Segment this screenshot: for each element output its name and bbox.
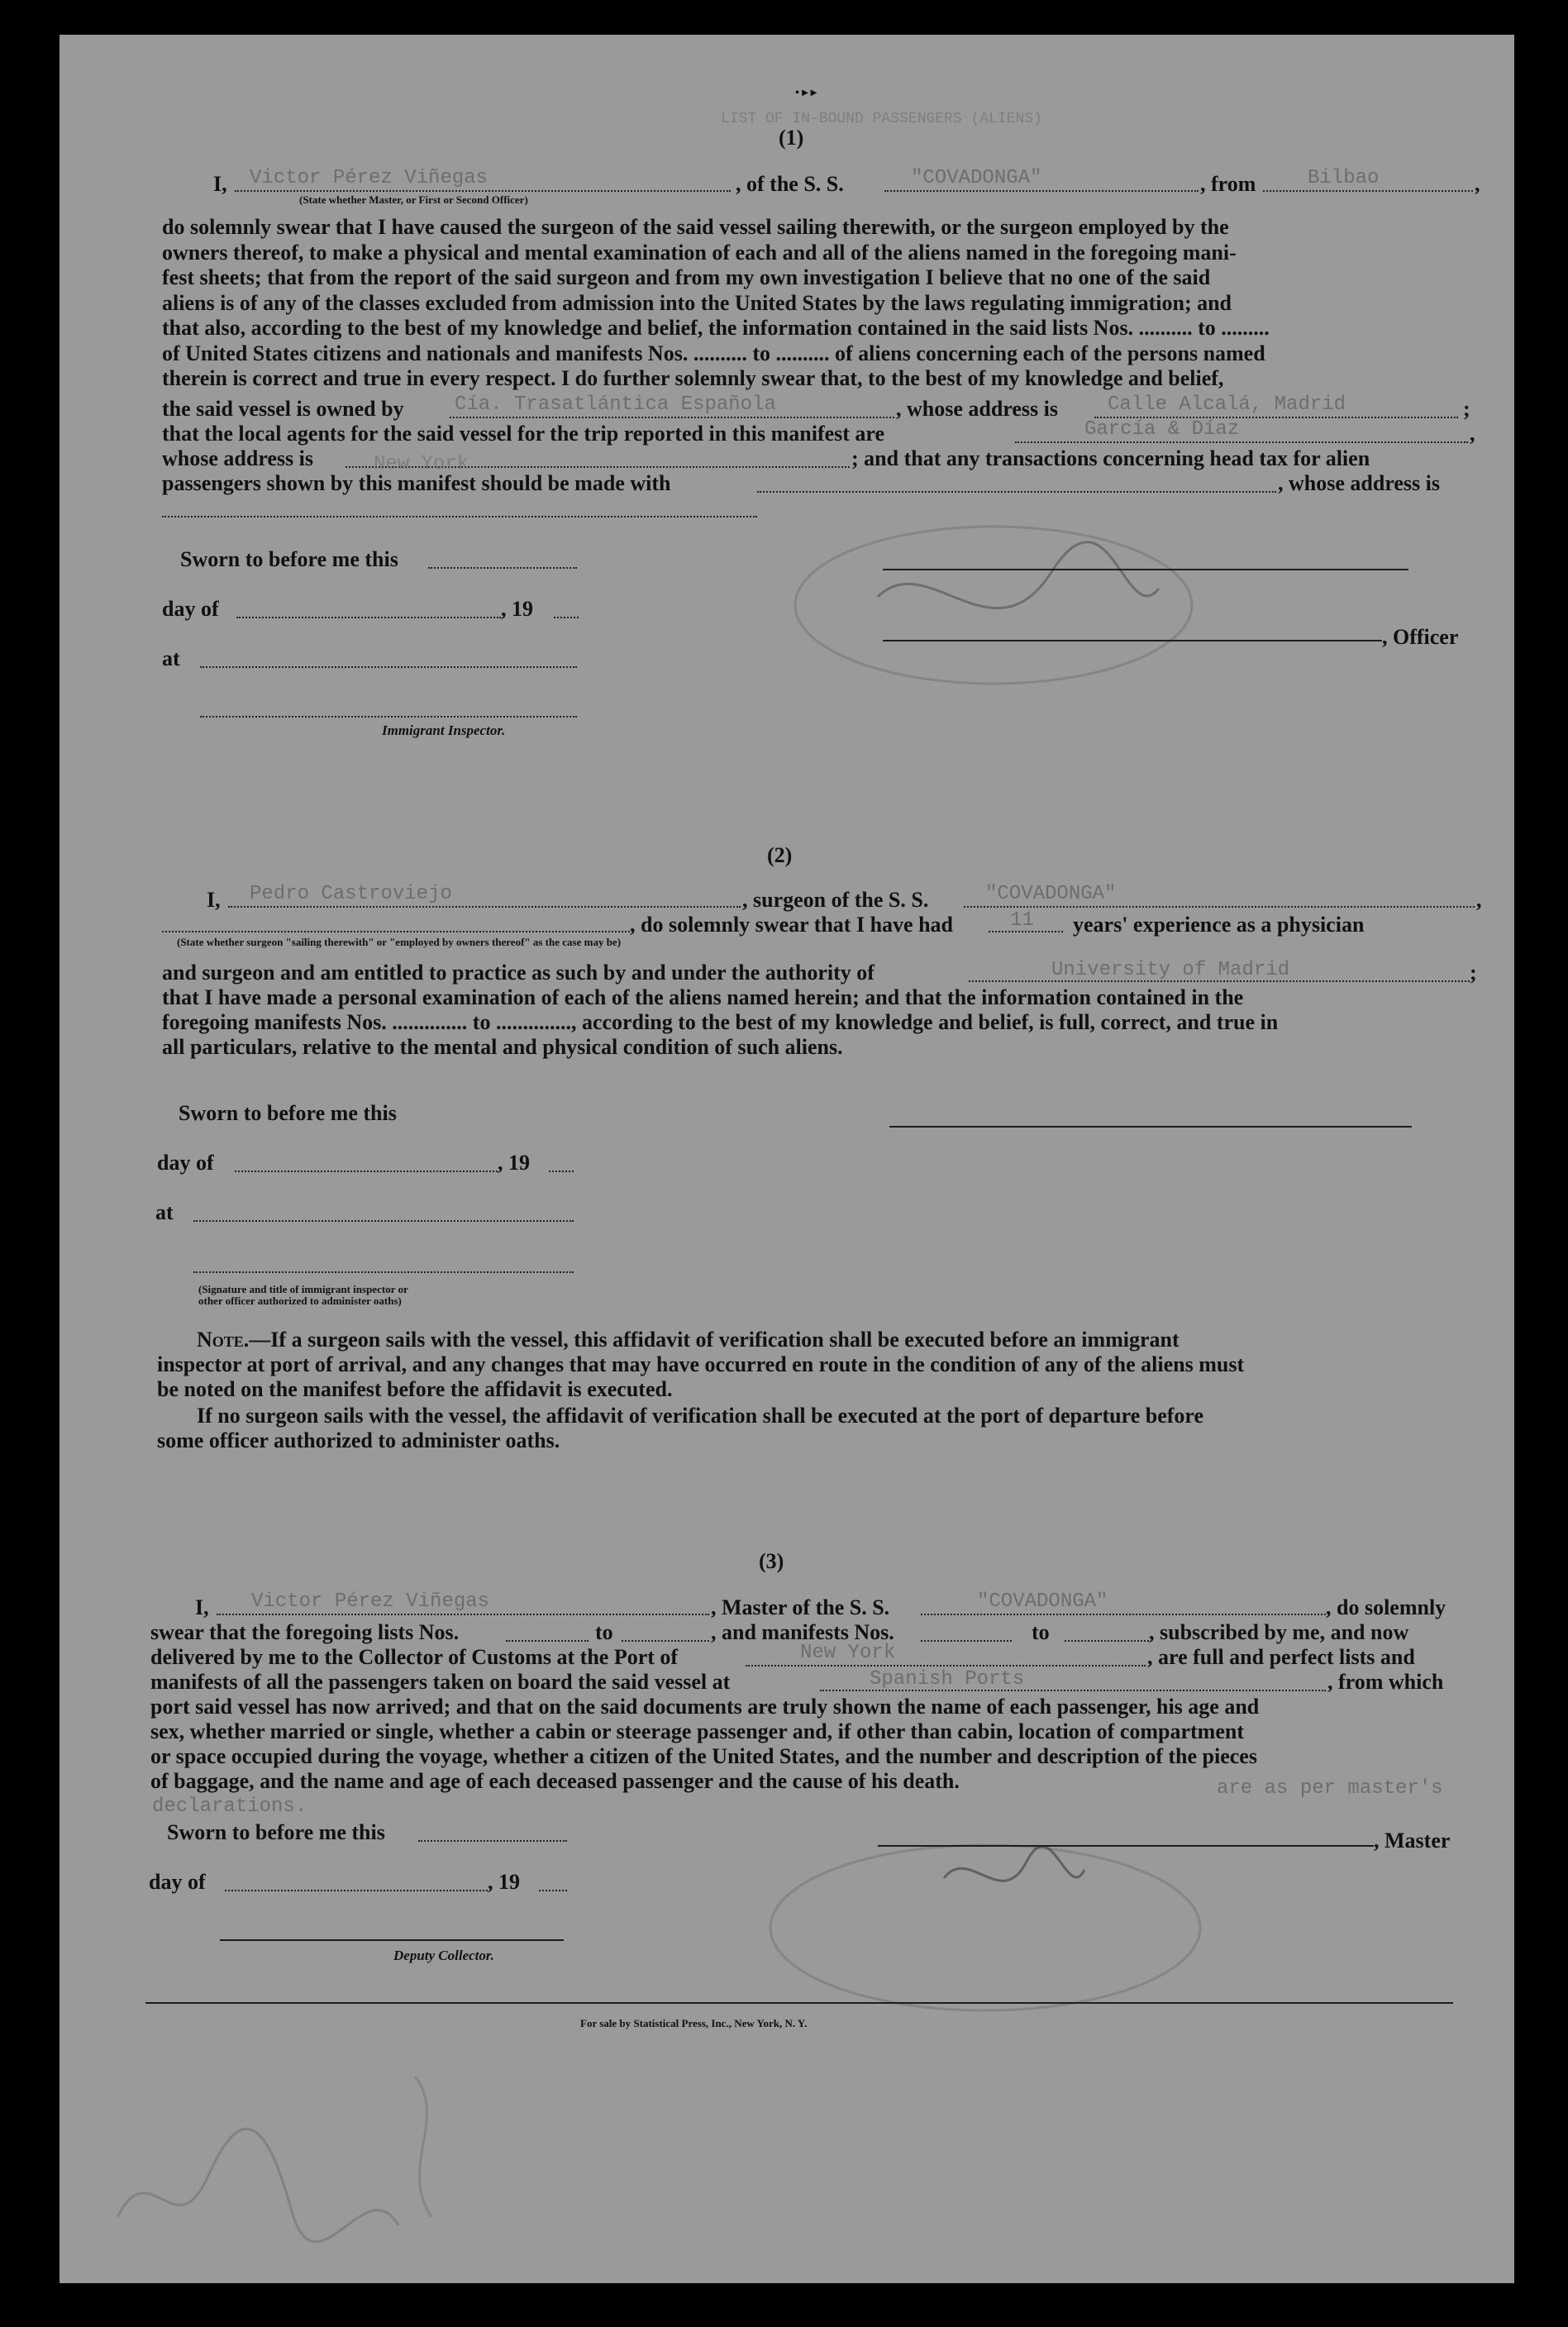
s2-sworn: Sworn to before me this [179, 1101, 397, 1125]
s2-name: Pedro Castroviejo [250, 883, 452, 905]
s2-years-value: 11 [1010, 909, 1034, 932]
s1-inspector-label: Immigrant Inspector. [382, 722, 506, 738]
s2-surgeon-of: , surgeon of the S. S. [742, 888, 929, 912]
s1-at: at [162, 646, 180, 670]
s2-ship: "COVADONGA" [985, 883, 1117, 905]
s2-swear: , do solemnly swear that I have had [630, 913, 954, 937]
faded-stamp-2 [754, 1812, 1217, 2027]
s2-line2: that I have made a personal examination of each of the aliens named herein; and that the information contained in the [162, 985, 1244, 1009]
s2-sig-caption-1: (Signature and title of immigrant inspector or [198, 1283, 408, 1295]
s2-at: at [155, 1200, 174, 1224]
s1-officer-caption: (State whether Master, or First or Second Officer) [299, 193, 528, 206]
s3-collector-label: Deputy Collector. [393, 1948, 494, 1963]
s3-port-value: New York [800, 1642, 896, 1664]
s2-authority-value: University of Madrid [1051, 959, 1290, 981]
s1-whose-address3: , whose address is [1278, 471, 1441, 495]
s3-l5: port said vessel has now arrived; and that on the said documents are truly shown the name of each passenger, his age and [150, 1695, 1260, 1719]
s3-typed-note-a: declarations. [152, 1795, 307, 1818]
s2-note-3: be noted on the manifest before the affidavit is executed. [157, 1377, 673, 1401]
s1-passengers-line: passengers shown by this manifest should be made with [162, 471, 671, 495]
s2-years-text: years' experience as a physician [1073, 913, 1365, 937]
s2-i-label: I, [207, 888, 221, 912]
s2-caption: (State whether surgeon "sailing therewith" or "employed by owners thereof" as the case may be) [177, 936, 622, 948]
s3-l7: or space occupied during the voyage, whether a citizen of the United States, and the number and description of the pieces [150, 1744, 1257, 1768]
s1-i-label: I, [213, 172, 227, 196]
s3-master-of: , Master of the S. S. [711, 1595, 890, 1619]
s3-l4a: manifests of all the passengers taken on board the said vessel at [150, 1670, 731, 1694]
s2-day-of: day of [157, 1151, 214, 1175]
s1-year: , 19 [501, 597, 533, 621]
s3-l8: of baggage, and the name and age of each deceased passenger and the cause of his death. [150, 1769, 960, 1793]
s2-note-label: Note. [197, 1328, 250, 1352]
s3-l2d: to [1032, 1620, 1050, 1644]
s3-solemnly: , do solemnly [1326, 1595, 1446, 1619]
s3-collector-sig-line [220, 1939, 564, 1941]
s3-ship: "COVADONGA" [977, 1590, 1108, 1613]
s3-l3a: delivered by me to the Collector of Customs at the Port of [150, 1645, 679, 1669]
faded-handwriting [101, 2052, 448, 2267]
s1-officer: , Officer [1382, 625, 1459, 649]
section3-number: (3) [759, 1549, 784, 1573]
s3-l2c: , and manifests Nos. [711, 1620, 894, 1644]
s1-from-label: , from [1200, 172, 1256, 196]
faded-header: LIST OF IN-BOUND PASSENGERS (ALIENS) [721, 111, 1042, 127]
s3-day-of: day of [149, 1870, 206, 1894]
s3-l2e: , subscribed by me, and now [1149, 1620, 1409, 1644]
s2-note-1: Note.—If a surgeon sails with the vessel, this affidavit of verification shall be executed before an immigrant [197, 1328, 1180, 1352]
s2-surgeon-sig-line [889, 1126, 1412, 1128]
s3-i-label: I, [195, 1595, 209, 1619]
s3-l6: sex, whether married or single, whether a cabin or steerage passenger and, if other than cabin, location of compartment [150, 1719, 1244, 1743]
s3-l3b: , are full and perfect lists and [1147, 1645, 1415, 1669]
s2-year: , 19 [498, 1151, 530, 1175]
faded-stamp-1 [779, 498, 1208, 713]
s1-sworn: Sworn to before me this [180, 547, 398, 571]
s1-agents-address: New York [374, 453, 469, 475]
s3-boarded-value: Spanish Ports [870, 1668, 1025, 1690]
s3-l4b: , from which [1327, 1670, 1444, 1694]
section2-number: (2) [767, 843, 793, 867]
s1-officer-sig-line-1 [883, 569, 1408, 570]
s2-sig-caption-2: other officer authorized to administer oaths) [198, 1295, 402, 1307]
s1-of-ss: , of the S. S. [736, 172, 844, 196]
s2-note-2: inspector at port of arrival, and any changes that may have occurred en route in the condition of any of the aliens must [157, 1352, 1245, 1376]
s1-whose-address2: whose address is [162, 446, 314, 470]
s2-note-5: some officer authorized to administer oaths. [157, 1428, 560, 1452]
s3-master: , Master [1374, 1829, 1451, 1853]
s2-line4: all particulars, relative to the mental and physical condition of such aliens. [162, 1035, 843, 1059]
s3-master-sig-line [878, 1845, 1374, 1847]
s2-line3: foregoing manifests Nos. .............. to .............., according to the best of my knowledge and belief, is full, correct, and true in [162, 1010, 1279, 1034]
top-mark: • ▸ ▸ [795, 87, 817, 99]
s1-owned-by: the said vessel is owned by [162, 397, 404, 421]
s3-year: , 19 [488, 1870, 520, 1894]
s1-ship: "COVADONGA" [911, 167, 1042, 189]
s3-name: Victor Pérez Viñegas [251, 1590, 490, 1613]
s1-agents-line: that the local agents for the said vessel for the trip reported in this manifest are [162, 422, 885, 446]
s1-agents-value: García & Díaz [1084, 418, 1240, 441]
s1-from-value: Bilbao [1308, 167, 1380, 189]
s1-day-of: day of [162, 597, 219, 621]
s3-l2a: swear that the foregoing lists Nos. [150, 1620, 460, 1644]
s1-owner-address: Calle Alcalá, Madrid [1108, 393, 1346, 416]
s3-l2b: to [595, 1620, 613, 1644]
s2-authority: and surgeon and am entitled to practice as such by and under the authority of [162, 961, 875, 985]
section1-number: (1) [779, 126, 804, 150]
s1-officer-sig-line-2 [883, 640, 1382, 641]
s1-head-tax: ; and that any transactions concerning head tax for alien [851, 446, 1370, 470]
s1-name: Victor Pérez Viñegas [250, 167, 489, 189]
footer-imprint: For sale by Statistical Press, Inc., New York, N. Y. [580, 2017, 808, 2029]
s2-note-4: If no surgeon sails with the vessel, the affidavit of verification shall be executed at the port of departure before [197, 1404, 1204, 1428]
footer-rule [145, 2002, 1453, 2004]
s1-body: do solemnly swear that I have caused the surgeon of the said vessel sailing therewith, or the surgeon employed by the owners thereof, to make a physical and mental examination of each and all of the aliens named in the foregoing mani- fest sheets; that from the report of the said surgeon and from my own investigation I believe that no one of the said aliens is of any of the classes excluded from admission into the United States by the laws regulating immigration; and that also, according to the best of my knowledge and belief, the information contained in the said lists Nos. .......... to ......... of United States citizens and nationals and manifests Nos. .......... to .......... of aliens concerning each of the persons named therein is correct and true in every respect. I do further solemnly swear that, to the best of my knowledge and belief, [162, 215, 1270, 390]
s1-whose-address: , whose address is [896, 397, 1059, 421]
s3-typed-note-b: are as per master's [1217, 1777, 1443, 1800]
s1-owner-value: Cía. Trasatlántica Española [455, 393, 776, 416]
manifest-page: • ▸ ▸ LIST OF IN-BOUND PASSENGERS (ALIENS) (1) I, Victor Pérez Viñegas (State whether Master, or First or Second Officer) , of the S. S. "COVADONGA" , from Bilbao , do solemnly swear that I have caused the surgeon of the said vessel sailing therewith, or the surgeon employed by the owners thereof, to make a physical and mental examination of each and all of the aliens named in the foregoing mani- fest sheets; that from the report of the said surgeon and from my own investigation I believe that no one of the said aliens is of any of the classes excluded from admission into the United States by the laws regulating immigration; and that also, according to the best of my knowledge and belief, the information contained in the said lists Nos. .......... to ......... of United States citizens and nationals and manifests Nos. .......... to .......... of aliens concerning each of the persons named therein is correct and true in every respect. I do further solemnly swear that, to the best of my knowledge and belief, the said vessel is owned by Cía. Trasatlántica Española , whose address is Calle Alcalá, Madrid ; that the local agents for the said vessel for the trip reported in this manifest are García & Díaz , whose address is New York ; and that any transactions concerning head tax for alien passengers shown by this manifest should be made with , whose address is Sworn to before me this day of , 19 , Officer at Immigrant Inspector. (2) I, Pedro Castroviejo , surgeon of the S. S. "COVADONGA" , , do solemnly swear that I have had 11 years' experience as a physician (State whether surgeon "sailing therewith" or "employed by owners thereof" as the case may be) and surgeon and am entitled to practice as such by and under the authority of University of Madrid ; that I have made a personal examination of each of the aliens named herein; and that the information contained in the foregoing manifests Nos. .............. to .............., according to the best of my knowledge and belief, is full, correct, and true in all particulars, relative to the mental and physical condition of such aliens. Sworn to before me this day of , 19 at (Signature and title of immigrant inspector or other officer authorized to administer oaths) Note.—If a surgeon sails with the vessel, this affidavit of verification shall be executed before an immigrant inspector at port of arrival, and any changes that may have occurred en route in the condition of any of the aliens must be noted on the manifest before the affidavit is executed. If no surgeon sails with the vessel, the affidavit of verification shall be executed at the port of departure before some officer authorized to administer oaths. (3) I, Victor Pérez Viñegas , Master of the S. S. "COVADONGA" , do solemnly swear that the foregoing lists Nos. to , and manifests Nos. to , subscribed by me, and now delivered by me to the Collector of Customs at the Port of New York , are full and perfect lists and manifests of all the passengers taken on board the said vessel at Spanish Ports , from which port said vessel has now arrived; and that on the said documents are truly shown the name of each passenger, his age and sex, whether married or single, whether a cabin or steerage passenger and, if other than cabin, location of compartment or space occupied during the voyage, whether a citizen of the United States, and the number and description of the pieces of baggage, and the name and age of each deceased passenger and the cause of his death. declarations. are as per master's Sworn to before me this , Master day of , 19 Deputy Collector. For sale by Statistical Press, Inc., New York, N. Y. [60, 35, 1514, 2283]
s3-sworn: Sworn to before me this [167, 1820, 385, 1844]
